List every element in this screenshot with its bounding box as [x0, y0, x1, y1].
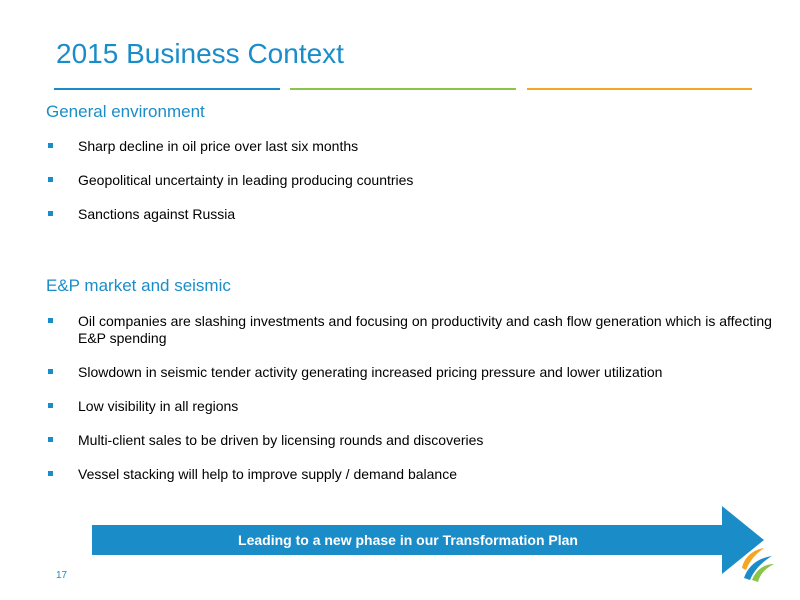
square-bullet-icon	[48, 437, 53, 442]
section-heading-general-environment: General environment	[46, 102, 205, 121]
bullet-text: Sanctions against Russia	[78, 206, 236, 222]
square-bullet-icon	[48, 318, 53, 323]
bullet-text: Oil companies are slashing investments and focusing on productivity and cash flow generation which is affecting E&P spending	[78, 313, 772, 346]
bullet-item	[46, 172, 776, 189]
bullet-text: Slowdown in seismic tender activity generating increased pricing pressure and lower utilization	[78, 364, 663, 380]
square-bullet-icon	[48, 369, 53, 374]
page-title: 2015 Business Context	[56, 38, 344, 69]
section-heading-ep-market: E&P market and seismic	[46, 276, 231, 295]
bullet-item	[46, 432, 776, 449]
square-bullet-icon	[48, 177, 53, 182]
page-number: 17	[56, 570, 68, 581]
square-bullet-icon	[48, 143, 53, 148]
bullet-text: Sharp decline in oil price over last six months	[78, 138, 359, 154]
bullet-item	[46, 466, 776, 483]
bullet-list-general-environment	[46, 138, 776, 240]
bullet-text: Low visibility in all regions	[78, 398, 239, 414]
title-divider-orange	[527, 88, 752, 90]
company-logo-icon	[738, 544, 778, 584]
bullet-list-ep-market	[46, 313, 776, 500]
bullet-item	[46, 398, 776, 415]
title-divider-green	[290, 88, 516, 90]
bullet-item	[46, 313, 776, 347]
square-bullet-icon	[48, 403, 53, 408]
title-divider-blue	[54, 88, 280, 90]
transformation-plan-banner	[92, 506, 764, 574]
square-bullet-icon	[48, 471, 53, 476]
bullet-text: Vessel stacking will help to improve supply / demand balance	[78, 466, 457, 482]
bullet-text: Geopolitical uncertainty in leading producing countries	[78, 172, 414, 188]
bullet-item	[46, 138, 776, 155]
bullet-item	[46, 364, 776, 381]
bullet-item	[46, 206, 776, 223]
square-bullet-icon	[48, 211, 53, 216]
bullet-text: Multi-client sales to be driven by licensing rounds and discoveries	[78, 432, 484, 448]
banner-text: Leading to a new phase in our Transformation Plan	[238, 532, 578, 548]
